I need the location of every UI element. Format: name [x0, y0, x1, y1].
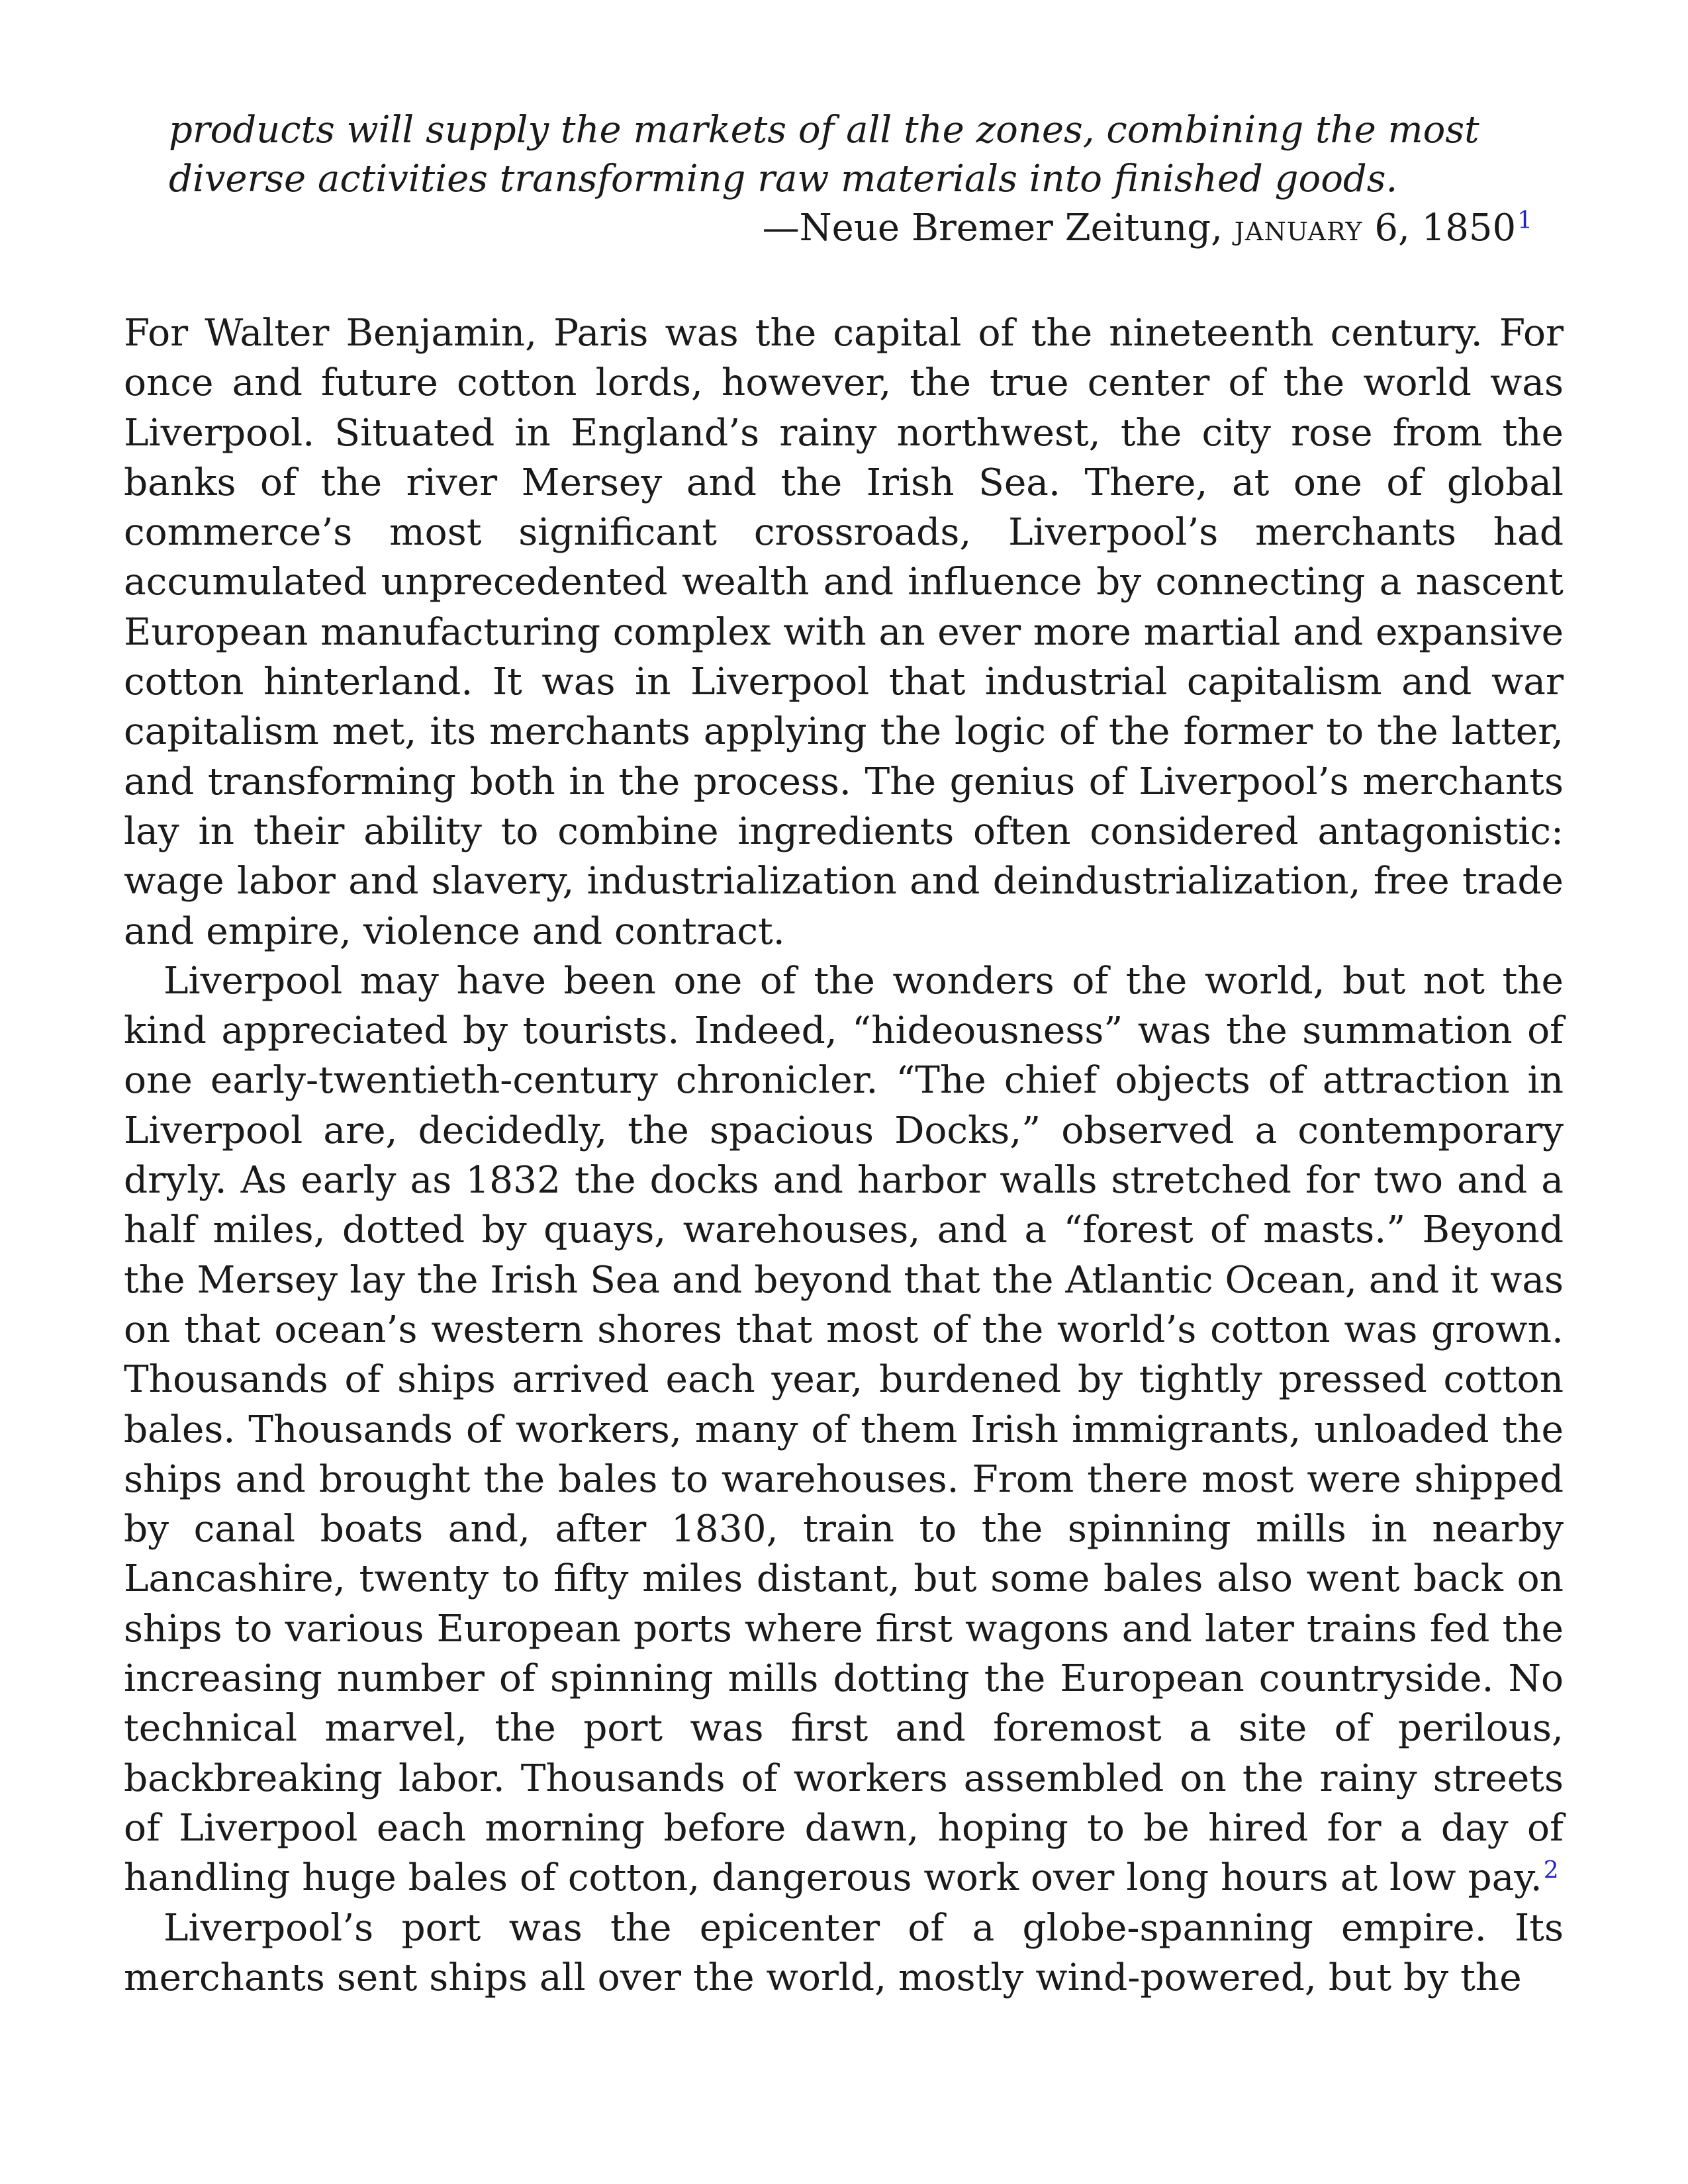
epigraph-quote: products will supply the markets of all the zones, combining the most diverse activities transforming raw materials into finished goods. [169, 109, 1479, 201]
epigraph-date: 6, 1850 [1374, 206, 1517, 250]
body-text [124, 308, 1564, 2003]
epigraph-month: JANUARY [1234, 217, 1363, 246]
paragraph-text: Liverpool’s port was the epicenter of a globe-spanning empire. Its merchants sent ships all over the world, mostly wind-powered, but by the [124, 1906, 1564, 1999]
epigraph [169, 106, 1532, 256]
paragraph-2 [124, 956, 1564, 1903]
paragraph-1 [124, 308, 1564, 956]
paragraph-text: Liverpool may have been one of the wonders of the world, but not the kind appreciated by tourists. Indeed, “hideousness” was the summation of one early-twentieth-century chronicler. “The chief objects of attraction in Liverpool are, decidedly, the spacious Docks,” observed a contemporary dryly. As early as 1832 the docks and harbor walls stretched for two and a half miles, dotted by quays, warehouses, and a “forest of masts.” Beyond the Mersey lay the Irish Sea and beyond that the Atlantic Ocean, and it was on that ocean’s western shores that most of the world’s cotton was grown. Thousands of ships arrived each year, burdened by tightly pressed cotton bales. Thousands of workers, many of them Irish immigrants, unloaded the ships and brought the bales to warehouses. From there most were shipped by canal boats and, after 1830, train to the spinning mills in nearby Lancashire, twenty to fifty miles distant, but some bales also went back on ships to various European ports where first wagons and later trains fed the increasing number of spinning mills dotting the European countryside. No technical marvel, the port was first and foremost a site of perilous, backbreaking labor. Thousands of workers assembled on the rainy streets of Liverpool each morning before dawn, hoping to be hired for a day of handling huge bales of cotton, dangerous work over long hours at low pay. [124, 959, 1564, 1900]
footnote-link-1[interactable]: 1 [1517, 207, 1532, 234]
epigraph-attribution [169, 204, 1532, 256]
paragraph-3 [124, 1903, 1564, 2003]
footnote-link-2[interactable]: 2 [1543, 1857, 1559, 1885]
paragraph-text: For Walter Benjamin, Paris was the capital of the nineteenth century. For once and future cotton lords, however, the true center of the world was Liverpool. Situated in England’s rainy northwest, the city rose from the banks of the river Mersey and the Irish Sea. There, at one of global commerce’s most significant crossroads, Liverpool’s merchants had accumulated unprecedented wealth and influence by connecting a nascent European manufacturing complex with an ever more martial and expansive cotton hinterland. It was in Liverpool that industrial capitalism and war capitalism met, its merchants applying the logic of the former to the latter, and transforming both in the process. The genius of Liverpool’s merchants lay in their ability to combine ingredients often considered antagonistic: wage labor and slavery, industrialization and deindustrialization, free trade and empire, violence and contract. [124, 312, 1564, 953]
epigraph-source: —Neue Bremer Zeitung, [762, 206, 1223, 250]
